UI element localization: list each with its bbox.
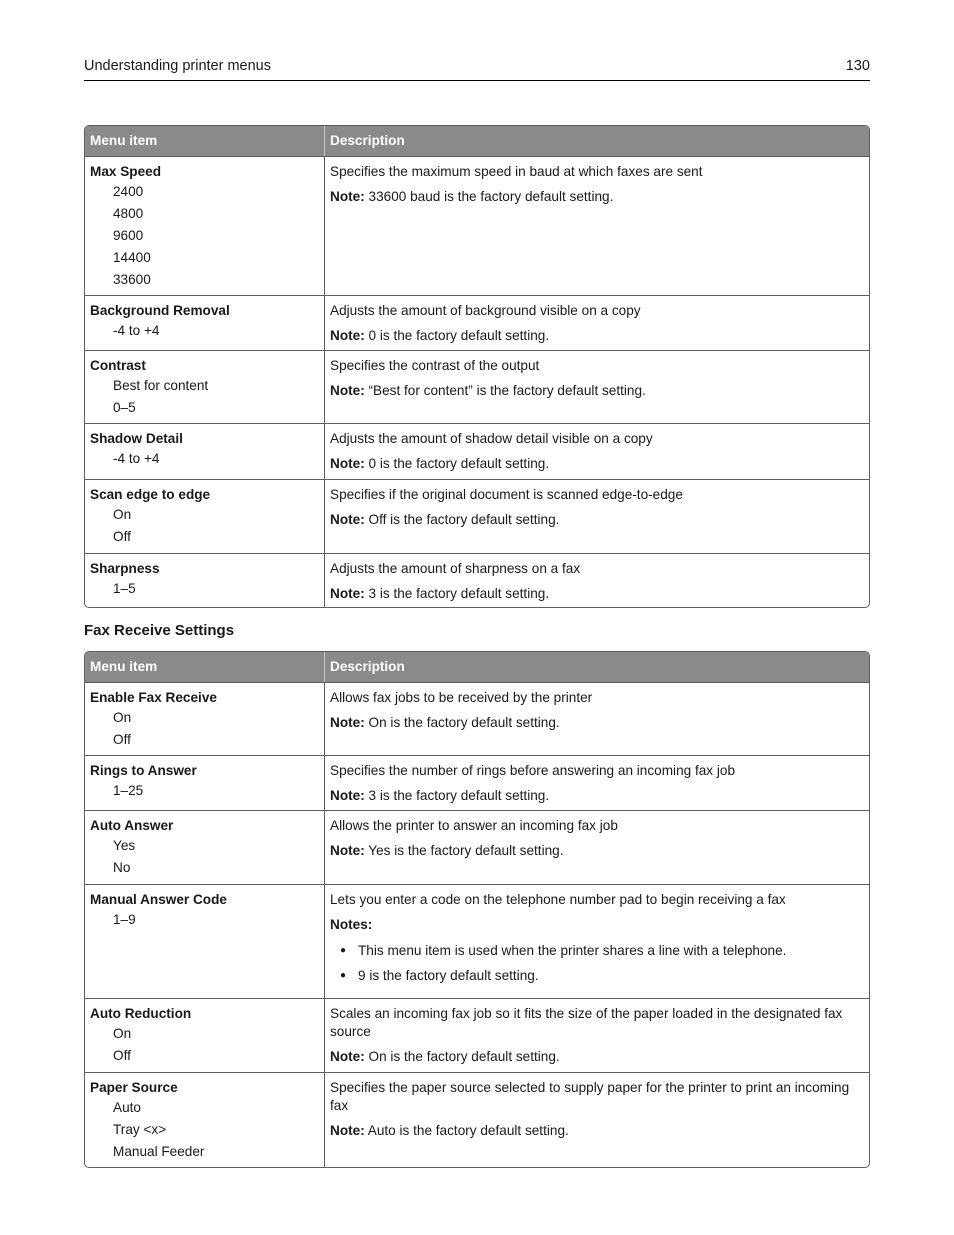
- item-description: Adjusts the amount of sharpness on a fax: [330, 561, 581, 576]
- item-description: Specifies the maximum speed in baud at which faxes are sent: [330, 164, 703, 179]
- item-description: Allows the printer to answer an incoming fax job: [330, 818, 618, 833]
- column-header-description: Description: [330, 133, 405, 148]
- item-note: Note: “Best for content” is the factory default setting.: [330, 383, 646, 398]
- menu-option: 1–5: [113, 581, 136, 596]
- table-row: [85, 998, 869, 1072]
- table-header: [85, 126, 869, 156]
- table-row: [85, 810, 869, 884]
- menu-option: Off: [113, 529, 131, 544]
- column-header-description: Description: [330, 659, 405, 674]
- menu-item-name: Manual Answer Code: [90, 892, 227, 907]
- menu-item-name: Contrast: [90, 358, 146, 373]
- item-note: Note: 33600 baud is the factory default setting.: [330, 189, 614, 204]
- item-note: Note: Auto is the factory default setting.: [330, 1123, 569, 1138]
- menu-option: Yes: [113, 838, 136, 853]
- table-header: [85, 652, 869, 682]
- item-note: Note: On is the factory default setting.: [330, 715, 560, 730]
- item-note: Note: Off is the factory default setting.: [330, 512, 560, 527]
- item-description: Specifies the paper source selected to supply paper for the printer to print an incoming fax: [330, 1080, 850, 1113]
- menu-option: Off: [113, 1048, 131, 1063]
- table-row: [85, 423, 869, 479]
- menu-option: 33600: [113, 272, 151, 287]
- item-note: Note: 3 is the factory default setting.: [330, 788, 550, 803]
- menu-option: 4800: [113, 206, 144, 221]
- section-heading: Fax Receive Settings: [84, 622, 235, 639]
- menu-item-name: Background Removal: [90, 303, 230, 318]
- item-note: Note: 0 is the factory default setting.: [330, 328, 550, 343]
- menu-option: Tray <x>: [113, 1122, 167, 1137]
- item-description: Specifies the number of rings before answering an incoming fax job: [330, 763, 736, 778]
- table-row: [85, 1072, 869, 1167]
- table-row: [85, 884, 869, 998]
- item-description: Allows fax jobs to be received by the printer: [330, 690, 593, 705]
- menu-option: Manual Feeder: [113, 1144, 205, 1159]
- item-note: Note: 3 is the factory default setting.: [330, 586, 550, 601]
- item-description: Specifies the contrast of the output: [330, 358, 540, 373]
- column-header-menu-item: Menu item: [85, 126, 325, 156]
- item-description: Specifies if the original document is scanned edge-to-edge: [330, 487, 683, 502]
- page-header: [84, 58, 870, 81]
- menu-table-fax-receive: [84, 651, 870, 1168]
- menu-item-name: Scan edge to edge: [90, 487, 211, 502]
- table-row: [85, 479, 869, 553]
- menu-item-name: Sharpness: [90, 561, 160, 576]
- item-description: Adjusts the amount of shadow detail visible on a copy: [330, 431, 653, 446]
- menu-option: -4 to +4: [113, 451, 160, 466]
- menu-option: Best for content: [113, 378, 209, 393]
- menu-option: Off: [113, 732, 131, 747]
- menu-table-fax-send: [84, 125, 870, 608]
- item-note: Note: On is the factory default setting.: [330, 1049, 560, 1064]
- menu-item-name: Enable Fax Receive: [90, 690, 217, 705]
- item-note: Note: 0 is the factory default setting.: [330, 456, 550, 471]
- item-description: Adjusts the amount of background visible on a copy: [330, 303, 641, 318]
- menu-item-name: Shadow Detail: [90, 431, 183, 446]
- item-description: Scales an incoming fax job so it fits the size of the paper loaded in the designated fax source: [330, 1006, 843, 1039]
- notes-label: Notes:: [330, 917, 373, 932]
- menu-item-name: Paper Source: [90, 1080, 178, 1095]
- menu-item-name: Auto Answer: [90, 818, 174, 833]
- item-description: Lets you enter a code on the telephone number pad to begin receiving a fax: [330, 892, 786, 907]
- notes-list-item: ● 9 is the factory default setting.: [330, 967, 864, 985]
- menu-option: On: [113, 710, 132, 725]
- table-row: [85, 682, 869, 755]
- table-row: [85, 295, 869, 350]
- menu-item-name: Rings to Answer: [90, 763, 197, 778]
- menu-item-name: Max Speed: [90, 164, 162, 179]
- menu-option: 14400: [113, 250, 151, 265]
- header-title: Understanding printer menus: [84, 58, 271, 74]
- table-row: [85, 350, 869, 423]
- menu-option: 1–9: [113, 912, 136, 927]
- menu-option: No: [113, 860, 131, 875]
- table-row: [85, 553, 869, 607]
- menu-option: Auto: [113, 1100, 141, 1115]
- notes-list: [330, 942, 864, 985]
- notes-list-item: ● This menu item is used when the printer shares a line with a telephone.: [330, 942, 864, 960]
- menu-option: 9600: [113, 228, 144, 243]
- menu-item-name: Auto Reduction: [90, 1006, 192, 1021]
- menu-option: 0–5: [113, 400, 136, 415]
- page-number: 130: [845, 58, 870, 74]
- menu-option: 1–25: [113, 783, 144, 798]
- item-note: Note: Yes is the factory default setting.: [330, 843, 564, 858]
- menu-option: -4 to +4: [113, 323, 160, 338]
- menu-option: On: [113, 1026, 132, 1041]
- menu-option: On: [113, 507, 132, 522]
- menu-option: 2400: [113, 184, 144, 199]
- table-row: [85, 755, 869, 810]
- table-row: [85, 156, 869, 295]
- column-header-menu-item: Menu item: [85, 652, 325, 682]
